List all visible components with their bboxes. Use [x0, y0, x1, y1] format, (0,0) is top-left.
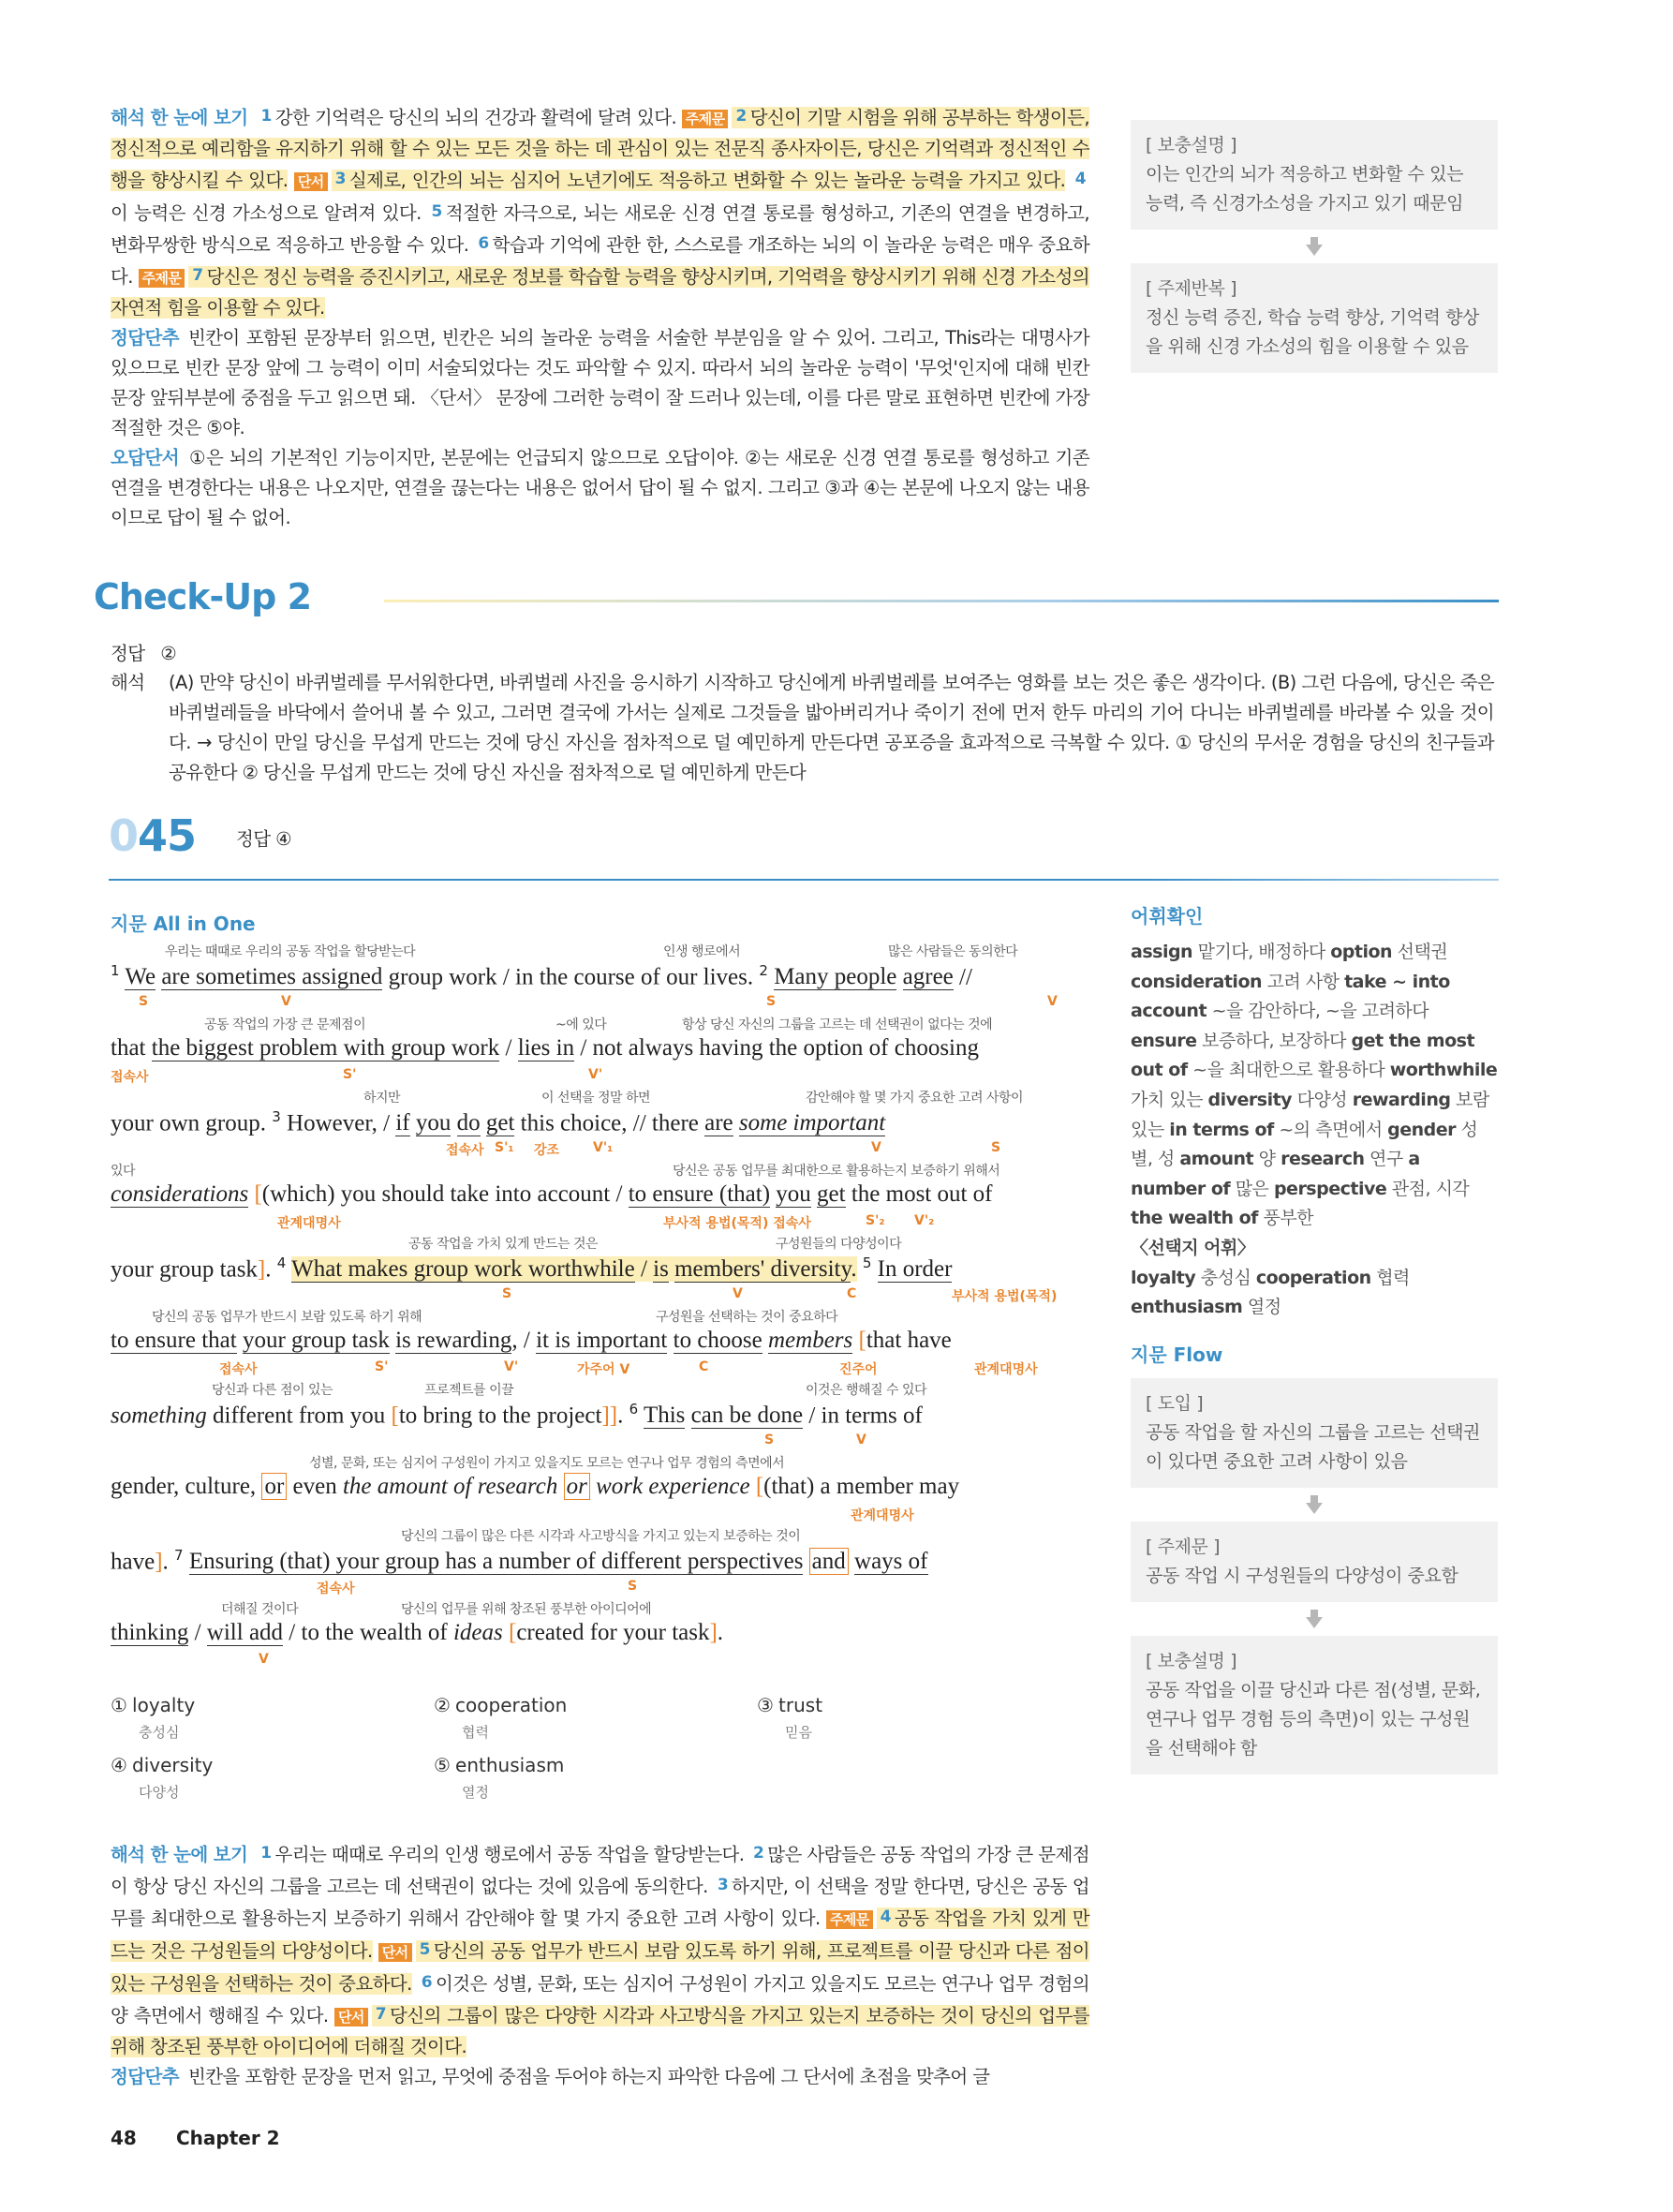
role-label-3-3: 강조 — [534, 1143, 560, 1158]
gloss-6-1: 당신의 공동 업무가 반드시 보람 있도록 하기 위해 — [152, 1310, 422, 1325]
checkup-title: Check-Up 2 — [94, 576, 312, 617]
gloss-7-3: 이것은 행해질 수 있다 — [806, 1383, 927, 1398]
tag-topic-2: 주제문 — [139, 269, 185, 288]
role-label-1-1: S — [139, 994, 149, 1009]
gloss-3-2: 이 선택을 정말 하면 — [541, 1091, 651, 1106]
section-label-all-in-one: 지문 All in One — [111, 913, 256, 935]
label-answer: 정답단추 — [111, 327, 179, 349]
label-haeseok-2: 해석 한 눈에 보기 — [111, 1844, 248, 1865]
passage-line-4: considerations [(which) you should take into account / to ensure (that) you get the most out of 있다 당신은 공동 업무를 최대한으로 활용하는지 보증하기 위해서 관계대명사 부사적 용법(목적) 접속사 S'₂ V'₂ — [111, 1161, 1085, 1234]
role-label-3-1: 접속사 — [446, 1143, 484, 1158]
role-label-7-1: S — [764, 1433, 775, 1447]
flow-title: 지문 Flow — [1131, 1343, 1223, 1366]
gloss-1-1: 우리는 때때로 우리의 공동 작업을 할당받는다 — [165, 944, 416, 959]
sentence-7: 7 당신은 정신 능력을 증진시키고, 새로운 정보를 학습할 능력을 향상시키며, 기억력을 향상시키기 위해 신경 가소성의 자연적 힘을 이용할 수 있다. — [111, 266, 1089, 319]
flow-box-topic: [ 주제문 ] 공동 작업 시 구성원들의 다양성이 중요함 — [1131, 1522, 1498, 1602]
passage-line-7: something different from you [to bring to the project]]. $^6$ This can be done / in terms of 당신과 다른 점이 있는 프로젝트를 이끌 이것은 행해질 수 있다 S V — [111, 1380, 1085, 1453]
gloss-1-2: 인생 행로에서 — [663, 944, 741, 959]
sentence-1: 강한 기억력은 당신의 뇌의 건강과 활력에 달려 있다. — [274, 107, 677, 128]
role-label-3-2: S'₁ — [495, 1140, 514, 1155]
gloss-8-1: 성별, 문화, 또는 심지어 구성원이 가지고 있을지도 모르는 연구나 업무 경험의 측면에서 — [309, 1456, 785, 1471]
role-label-1-4: V — [1047, 994, 1058, 1009]
checkup-haeseok-label: 해석 — [111, 672, 145, 693]
tag-topic: 주제문 — [682, 110, 729, 128]
choice-2[interactable]: ② cooperation 협력 — [434, 1694, 568, 1741]
vocab-column — [1131, 901, 1498, 1774]
role-label-6-2: S' — [375, 1359, 389, 1374]
role-label-6-6: 진주어 — [839, 1362, 878, 1377]
passage-line-1: $^1$ We are sometimes assigned group work / in the course of our lives. $^2$ Many people agree // 우리는 때때로 우리의 공동 작업을 할당받는다 인생 행로에서 많은 사람들은 동의한다 S V S V — [111, 942, 1085, 1015]
flow-arrow-icon — [1131, 237, 1498, 256]
top-side-column — [1131, 120, 1498, 373]
role-label-8-1: 관계대명사 — [851, 1508, 914, 1523]
sentence-5: 적절한 자극으로, 뇌는 새로운 신경 연결 통로를 형성하고, 기존의 연결을 변경하고, 변화무쌍한 방식으로 적응하고 반응할 수 있다. — [111, 202, 1089, 256]
gloss-2-3: 항상 당신 자신의 그룹을 고르는 데 선택권이 없다는 것에 — [682, 1017, 993, 1032]
passage-line-2: that the biggest problem with group work / lies in / not always having the option of choosing 공동 작업의 가장 큰 문제점이 ~에 있다 항상 당신 자신의 그룹을 고르는 데 선택권이 없다는 것에 접속사 S' V' — [111, 1015, 1085, 1088]
gloss-5-1: 공동 작업을 가치 있게 만드는 것은 — [408, 1237, 599, 1252]
page-number: 48 — [111, 2127, 137, 2149]
role-label-2-2: S' — [343, 1067, 357, 1082]
gloss-4-2: 당신은 공동 업무를 최대한으로 활용하는지 보증하기 위해서 — [673, 1164, 1000, 1179]
choice-1[interactable]: ① loyalty 충성심 — [111, 1694, 196, 1741]
role-label-1-3: S — [766, 994, 777, 1009]
tag-clue-2: 단서 — [378, 1943, 412, 1962]
bottom-explanation: 해석 한 눈에 보기 1 우리는 때때로 우리의 인생 행로에서 공동 작업을 할당받는다. 2 많은 사람들은 공동 작업의 가장 큰 문제점이 항상 당신 자신의 그룹을 고르는 데 선택권이 없다는 것에 있음에 동의한다. 3 하지만, 이 선택을 정말 한다면, 당신은 공동 업무를 최대한으로 활용하는지 보증하기 위해서 감안해야 할 몇 가지 중요한 고려 사항이 있다. 주제문 4 공동 작업을 가치 있게 만드는 것은 구성원들의 다양성이다. 단서 5 당신의 공동 업무가 반드시 보람 있도록 하기 위해, 프로젝트를 이끌 당신과 다른 점이 있는 구성원을 선택하는 것이 중요하다. 6 이것은 성별, 문화, 또는 심지어 구성원이 가지고 있을지도 모르는 연구나 업무 경험의 양 측면에서 행해질 수 있다. 단서 7 당신의 그룹이 많은 다양한 시각과 사고방식을 가지고 있는지 보증하는 것이 당신의 업무를 위해 창조된 풍부한 아이디어에 더해질 것이다. 정답단추 빈칸을 포함한 문장을 먼저 읽고, 무엇에 중점을 두어야 하는지 파악한 다음에 그 단서에 초점을 맞추어 글 — [111, 1844, 1090, 2087]
role-label-3-5: V — [871, 1140, 881, 1155]
sentence-4: 이 능력은 신경 가소성으로 알려져 있다. — [111, 202, 422, 224]
label-answer-2: 정답단추 — [111, 2066, 179, 2087]
role-label-3-6: S — [991, 1140, 1001, 1155]
role-label-5-1: S — [502, 1286, 512, 1301]
flow-arrow-icon — [1131, 1495, 1498, 1514]
label-haeseok: 해석 한 눈에 보기 — [111, 107, 248, 128]
checkup-haeseok-text: (A) 만약 당신이 바퀴벌레를 무서워한다면, 바퀴벌레 사진을 응시하기 시작하고 당신에게 바퀴벌레를 보여주는 영화를 보는 것은 좋은 생각이다. (B) 그런 다음에, 당신은 죽은 바퀴벌레들을 바닥에서 쓸어내 볼 수 있고, 그러면 결국에 가서는 실제로 그것들을 밟아버리거나 죽이기 전에 먼저 한두 마리의 기어 다니는 바퀴벌레를 바라볼 수 있을 것이다. → 당신이 만일 당신을 무섭게 만드는 것에 당신 자신을 점차적으로 덜 예민하게 만든다면 공포증을 효과적으로 극복할 수 있다. ① 당신의 무서운 경험을 당신의 친구들과 공유한다 ② 당신을 무섭게 만드는 것에 당신 자신을 점차적으로 덜 예민하게 만든다 — [169, 672, 1494, 783]
choice-5[interactable]: ⑤ enthusiasm 열정 — [434, 1754, 565, 1801]
vocab-list: assign 맡기다, 배정하다 option 선택권 consideration 고려 사항 take ~ into account ~을 감안하다, ~을 고려하다 ensure 보증하다, 보장하다 get the most out of ~을 최대한으로 활용하다 worthwhile 가치 있는 diversity 다양성 rewarding 보람 있는 in terms of ~의 측면에서 gender 성별, 성 amount 양 research 연구 a number of 많은 perspective 관점, 시각 the wealth of 풍부한 — [1131, 942, 1498, 1229]
gloss-1-3: 많은 사람들은 동의한다 — [888, 944, 1018, 959]
label-wrong: 오답단서 — [111, 447, 179, 468]
role-label-4-2: 부사적 용법(목적) 접속사 — [663, 1216, 811, 1231]
role-label-9-2: S — [628, 1579, 638, 1594]
passage-line-3: your own group. $^3$ However, / if you do get this choice, // there are some important 하지만 이 선택을 정말 하면 감안해야 할 몇 가지 중요한 고려 사항이 접속사 S'₁ 강조 V'₁ V S — [111, 1088, 1085, 1161]
gloss-3-1: 하지만 — [363, 1091, 401, 1106]
gloss-10-2: 당신의 업무를 위해 창조된 풍부한 아이디어에 — [401, 1602, 652, 1617]
gloss-7-1: 당신과 다른 점이 있는 — [212, 1383, 333, 1398]
side-box-supplement: [ 보충설명 ] 이는 인간의 뇌가 적응하고 변화할 수 있는 능력, 즉 신경가소성을 가지고 있기 때문임 — [1131, 120, 1498, 230]
sentence-2: 2 당신이 기말 시험을 위해 공부하는 학생이든, 정신적으로 예리함을 유지하기 위해 할 수 있는 모든 것을 하는 데 관심이 있는 전문직 종사자이든, 당신은 기억력과 정신적인 수행을 향상시킬 수 있다. — [111, 107, 1089, 191]
gloss-2-1: 공동 작업의 가장 큰 문제점이 — [204, 1017, 366, 1032]
role-label-6-5: C — [699, 1359, 709, 1374]
role-label-5-4: 부사적 용법(목적) — [952, 1289, 1058, 1304]
flow-box-intro: [ 도입 ] 공동 작업을 할 자신의 그룹을 고르는 선택권이 있다면 중요한 고려 사항이 있음 — [1131, 1378, 1498, 1488]
wrong-text: ①은 뇌의 기본적인 기능이지만, 본문에는 언급되지 않으므로 오답이야. ②는 새로운 신경 연결 통로를 형성하고 기존 연결을 변경한다는 내용은 나오지만, 연결을 끊는다는 내용은 없어서 답이 될 수 없지. 그리고 ③과 ④는 본문에 나오지 않는 내용이므로 답이 될 수 없어. — [111, 447, 1089, 528]
role-label-6-3: V' — [504, 1359, 519, 1374]
top-explanation: 해석 한 눈에 보기 1 강한 기억력은 당신의 뇌의 건강과 활력에 달려 있다. 주제문 2 당신이 기말 시험을 위해 공부하는 학생이든, 정신적으로 예리함을 유지하기 위해 할 수 있는 모든 것을 하는 데 관심이 있는 전문직 종사자이든, 당신은 기억력과 정신적인 수행을 향상시킬 수 있다. 단서 3 실제로, 인간의 뇌는 심지어 노년기에도 적응하고 변화할 수 있는 놀라운 능력을 가지고 있다. 4이 능력은 신경 가소성으로 알려져 있다. 5 적절한 자극으로, 뇌는 새로운 신경 연결 통로를 형성하고, 기존의 연결을 변경하고, 변화무쌍한 방식으로 적응하고 반응할 수 있다. 6 학습과 기억에 관한 한, 스스로를 개조하는 뇌의 이 놀라운 능력은 매우 중요하다. 주제문 7 당신은 정신 능력을 증진시키고, 새로운 정보를 학습할 능력을 향상시키며, 기억력을 향상시키기 위해 신경 가소성의 자연적 힘을 이용할 수 있다. 정답단추 빈칸이 포함된 문장부터 읽으면, 빈칸은 뇌의 놀라운 능력을 서술한 부분임을 알 수 있어. 그리고, This라는 대명사가 있으므로 빈칸 문장 앞에 그 능력이 이미 서술되었다는 것도 파악할 수 있지. 따라서 뇌의 놀라운 능력이 '무엇'인지에 대해 빈칸 문장 앞뒤부분에 중점을 두고 읽으면 돼. 〈단서〉 문장에 그러한 능력이 잘 드러나 있는데, 이를 다른 말로 표현하면 빈칸에 가장 적절한 것은 ⑤야. 오답단서 ①은 뇌의 기본적인 기능이지만, 본문에는 언급되지 않으므로 오답이야. ②는 새로운 신경 연결 통로를 형성하고 기존 연결을 변경한다는 내용은 나오지만, 연결을 끊는다는 내용은 없어서 답이 될 수 없지. 그리고 ③과 ④는 본문에 나오지 않는 내용이므로 답이 될 수 없어. — [111, 107, 1089, 528]
role-label-4-1: 관계대명사 — [277, 1216, 341, 1231]
passage-line-10: thinking / will add / to the wealth of ideas [created for your task]. 더해질 것이다 당신의 업무를 위해 창조된 풍부한 아이디어에 V — [111, 1599, 1085, 1672]
gloss-9-1: 당신의 그룹이 많은 다른 시각과 사고방식을 가지고 있는지 보증하는 것이 — [401, 1529, 801, 1544]
vocab-sub-list: loyalty 충성심 cooperation 협력 enthusiasm 열정 — [1131, 1267, 1410, 1318]
answer-text: 빈칸이 포함된 문장부터 읽으면, 빈칸은 뇌의 놀라운 능력을 서술한 부분임을 알 수 있어. 그리고, This라는 대명사가 있으므로 빈칸 문장 앞에 그 능력이 이미 서술되었다는 것도 파악할 수 있지. 따라서 뇌의 놀라운 능력이 '무엇'인지에 대해 빈칸 문장 앞뒤부분에 중점을 두고 읽으면 돼. 〈단서〉 문장에 그러한 능력이 잘 드러나 있는데, 이를 다른 말로 표현하면 빈칸에 가장 적절한 것은 ⑤야. — [111, 327, 1089, 438]
vocab-title: 어휘확인 — [1131, 905, 1204, 928]
choice-4[interactable]: ④ diversity 다양성 — [111, 1754, 214, 1801]
role-label-2-1: 접속사 — [111, 1070, 149, 1085]
chapter-label: Chapter 2 — [176, 2127, 280, 2149]
gloss-7-2: 프로젝트를 이끌 — [424, 1383, 514, 1398]
vocab-sub-head: 〈선택지 어휘〉 — [1131, 1237, 1255, 1258]
checkup-rule — [384, 600, 1499, 602]
gloss-2-2: ~에 있다 — [555, 1017, 607, 1032]
side-box-topic-repeat: [ 주제반복 ] 정신 능력 증진, 학습 능력 향상, 기억력 향상을 위해 신경 가소성의 힘을 이용할 수 있음 — [1131, 263, 1498, 373]
role-label-7-2: V — [856, 1433, 866, 1447]
passage-line-6: to ensure that your group task is rewarding, / it is important to choose members [that have 당신의 공동 업무가 반드시 보람 있도록 하기 위해 구성원을 선택하는 것이 중요하다 접속사 S' V' 가주어 V C 진주어 관계대명사 — [111, 1307, 1085, 1380]
role-label-6-1: 접속사 — [219, 1362, 258, 1377]
flow-arrow-icon — [1131, 1610, 1498, 1628]
role-label-4-4: V'₂ — [914, 1213, 935, 1228]
gloss-5-2: 구성원들의 다양성이다 — [776, 1237, 902, 1252]
gloss-4-1: 있다 — [111, 1164, 136, 1179]
role-label-5-3: C — [847, 1286, 857, 1301]
flow-box-supplement: [ 보충설명 ] 공동 작업을 이끌 당신과 다른 점(성별, 문화, 연구나 업무 경험 등의 측면)이 있는 구성원을 선택해야 함 — [1131, 1636, 1498, 1774]
passage-line-8: gender, culture, or even the amount of research or work experience [(that) a member may 성별, 문화, 또는 심지어 구성원이 가지고 있을지도 모르는 연구나 업무 경험의 측면에서 관계대명사 — [111, 1453, 1085, 1526]
choices — [111, 1694, 1085, 1806]
tag-topic-3: 주제문 — [826, 1910, 873, 1929]
role-label-9-1: 접속사 — [317, 1581, 355, 1596]
passage-line-9: have]. $^7$ Ensuring (that) your group has a number of different perspectives and ways of 당신의 그룹이 많은 다른 시각과 사고방식을 가지고 있는지 보증하는 것이 접속사 S — [111, 1526, 1085, 1599]
tag-clue-3: 단서 — [334, 2008, 368, 2026]
role-label-3-4: V'₁ — [593, 1140, 614, 1155]
role-label-5-2: V — [733, 1286, 743, 1301]
sentence-3: 3 실제로, 인간의 뇌는 심지어 노년기에도 적응하고 변화할 수 있는 놀라운 능력을 가지고 있다. — [332, 170, 1066, 191]
question-rule — [109, 879, 1499, 881]
sentence-6: 학습과 기억에 관한 한, 스스로를 개조하는 뇌의 이 놀라운 능력은 매우 중요하다. — [111, 234, 1089, 288]
role-label-4-3: S'₂ — [866, 1213, 885, 1228]
gloss-10-1: 더해질 것이다 — [221, 1602, 299, 1617]
passage-line-5: your group task]. $^4$ What makes group work worthwhile / is members' diversity. $^5$ In order 공동 작업을 가치 있게 만드는 것은 구성원들의 다양성이다 S V C 부사적 용법(목적) — [111, 1234, 1085, 1307]
choice-3[interactable]: ③ trust 믿음 — [757, 1694, 823, 1741]
question-answer: 정답 ④ — [236, 828, 291, 850]
question-number: 045 — [109, 810, 197, 861]
gloss-6-2: 구성원을 선택하는 것이 중요하다 — [656, 1310, 838, 1325]
tag-clue: 단서 — [294, 172, 328, 191]
role-label-6-4: 가주어 V — [577, 1362, 630, 1377]
gloss-3-3: 감안해야 할 몇 가지 중요한 고려 사항이 — [806, 1091, 1024, 1106]
checkup-answer: 정답 ② — [111, 643, 177, 664]
role-label-10-1: V — [259, 1652, 269, 1667]
role-label-2-3: V' — [588, 1067, 603, 1082]
role-label-1-2: V — [281, 994, 291, 1009]
role-label-6-7: 관계대명사 — [974, 1362, 1038, 1377]
